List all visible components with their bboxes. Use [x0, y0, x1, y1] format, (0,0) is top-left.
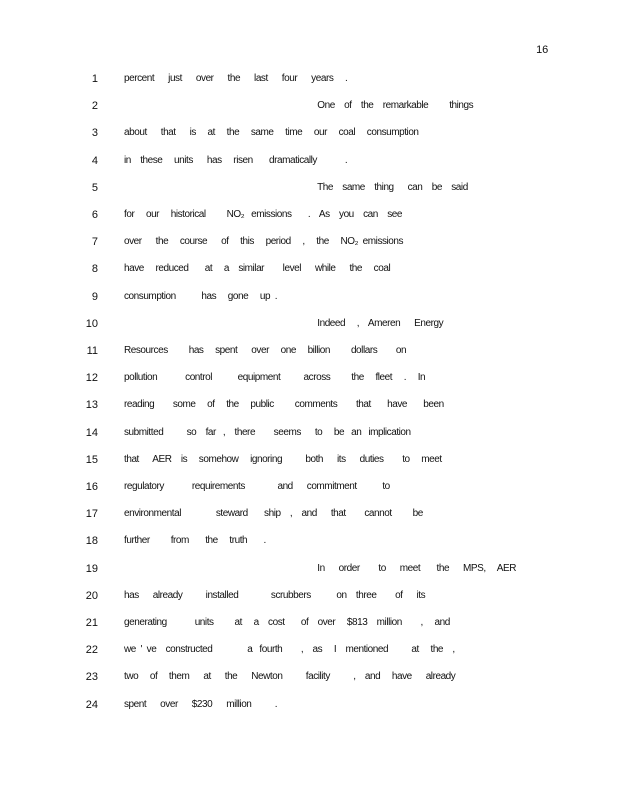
transcript-line: [0, 697, 618, 713]
line-text: One of the remarkable things: [124, 100, 474, 112]
line-text: spent over $230 million .: [124, 698, 278, 710]
line-number: 4: [91, 154, 98, 167]
line-number: 13: [85, 399, 98, 412]
line-number: 1: [91, 73, 98, 85]
line-number: 16: [85, 481, 98, 493]
transcript-line: [0, 561, 618, 577]
transcript-line: [0, 615, 618, 631]
line-number: 11: [86, 345, 98, 357]
page-number: 16: [536, 44, 548, 56]
line-number: 17: [85, 508, 98, 521]
transcript-line: [0, 425, 618, 441]
line-number: 10: [85, 317, 98, 330]
line-number: 19: [85, 562, 98, 575]
line-number: 15: [85, 453, 98, 466]
line-text: environmental steward ship , and that cannot be: [124, 508, 423, 520]
line-text: pollution control equipment across the fleet . In: [124, 372, 426, 384]
line-text: has already installed scrubbers on three of its: [124, 589, 426, 601]
transcript-line: [0, 397, 618, 413]
line-text: regulatory requirements and commitment to: [124, 481, 390, 492]
line-text: over the course of this period , the NO₂ emissions: [124, 236, 404, 248]
line-text: two of them at the Newton facility , and have already: [124, 671, 456, 683]
transcript-line: [0, 343, 618, 359]
line-text: consumption has gone up .: [124, 290, 278, 302]
transcript-line: [0, 506, 618, 522]
line-number: 14: [85, 426, 98, 439]
line-text: in these units has risen dramatically .: [124, 154, 348, 166]
transcript-line: [0, 669, 618, 685]
transcript-line: [0, 180, 618, 196]
transcript-line: [0, 207, 618, 223]
line-text: for our historical NO₂ emissions . As you can see: [124, 209, 402, 220]
line-text: percent just over the last four years .: [124, 73, 348, 84]
transcript-line: [0, 316, 618, 332]
line-text: In order to meet the MPS, AER: [124, 562, 516, 574]
transcript-line: [0, 533, 618, 549]
transcript-line: [0, 153, 618, 169]
line-text: Indeed , Ameren Energy: [124, 317, 444, 329]
transcript-line: [0, 234, 618, 250]
line-number: 2: [91, 100, 98, 113]
line-number: 24: [85, 698, 98, 711]
transcript-line: [0, 261, 618, 277]
transcript-line: [0, 125, 618, 141]
line-number: 20: [85, 589, 98, 602]
transcript-line: [0, 71, 618, 87]
line-number: 23: [85, 671, 98, 684]
transcript-line: [0, 452, 618, 468]
transcript-line: [0, 588, 618, 604]
line-text: that AER is somehow ignoring both its duties to meet: [124, 453, 442, 465]
line-text: reading some of the public comments that have been: [124, 399, 444, 411]
line-text: we ' ve constructed a fourth , as I mentioned at the ,: [124, 644, 455, 656]
line-number: 3: [91, 127, 98, 140]
transcript-line: [0, 98, 618, 114]
line-text: generating units at a cost of over $813 million , and: [124, 617, 450, 628]
line-number: 22: [85, 644, 98, 657]
line-number: 9: [91, 290, 98, 303]
line-text: Resources has spent over one billion dollars on: [124, 345, 407, 356]
line-text: submitted so far , there seems to be an implication: [124, 426, 411, 438]
line-number: 5: [91, 181, 98, 194]
line-number: 6: [91, 209, 98, 221]
line-number: 8: [91, 263, 98, 276]
transcript-line: [0, 479, 618, 495]
line-number: 12: [85, 372, 98, 385]
transcript-line: [0, 289, 618, 305]
line-number: 7: [91, 236, 98, 249]
line-text: have reduced at a similar level while the coal: [124, 263, 391, 275]
line-text: about that is at the same time our coal consumption: [124, 127, 419, 139]
line-text: The same thing can be said: [124, 181, 468, 193]
transcript-line: [0, 370, 618, 386]
line-text: further from the truth .: [124, 535, 266, 547]
line-number: 21: [85, 617, 98, 629]
transcript-line: [0, 642, 618, 658]
line-number: 18: [85, 535, 98, 548]
